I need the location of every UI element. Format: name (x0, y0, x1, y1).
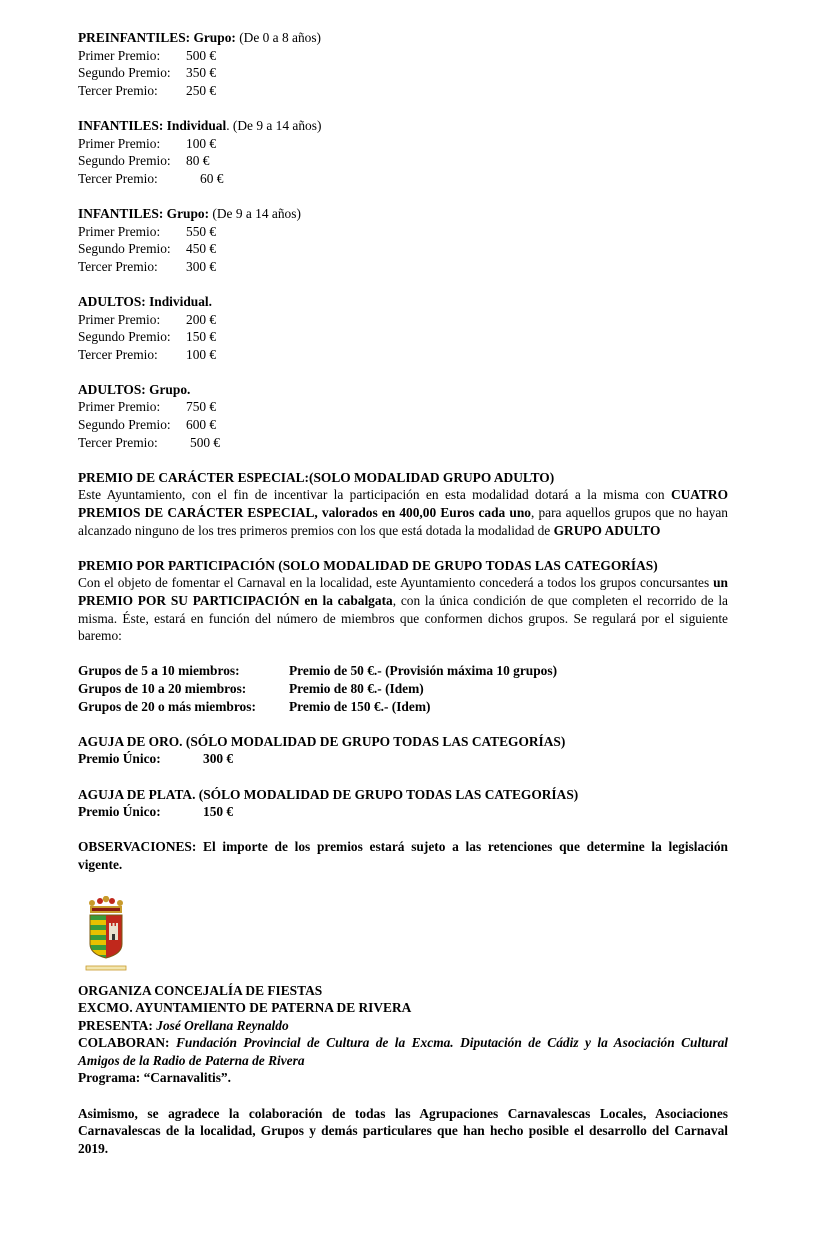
paragraph: Este Ayuntamiento, con el fin de incentivar la participación en esta modalidad dotará a la misma con CUATRO PREMIOS DE CARÁCTER ESPECIAL, valorados en 400,00 Euros cada uno, para aquellos grupos que no hayan alcanzado ninguno de los tres primeros premios con los que está dotada la modalidad de GRUPO ADULTO (78, 487, 728, 538)
colaboran-line: COLABORAN: Fundación Provincial de Cultura de la Excma. Diputación de Cádiz y la Asociación Cultural Amigos de la Radio de Paterna de Rivera (78, 1035, 729, 1068)
prize-row: Premio Único: 300 € (78, 751, 234, 767)
prize-row: Primer Premio: 500 € (78, 47, 217, 63)
programa-line: Programa: “Carnavalitis”. (78, 1070, 231, 1086)
section-title: INFANTILES: Grupo: (De 9 a 14 años) (78, 205, 301, 221)
prize-row: Tercer Premio: 500 € (78, 434, 221, 450)
prize-row: Segundo Premio: 350 € (78, 65, 217, 81)
section-premio-participacion (78, 557, 728, 645)
section-adultos-individual (78, 293, 728, 363)
section-aguja-plata (78, 786, 728, 821)
section-infantiles-individual (78, 117, 728, 187)
prize-row: Primer Premio: 100 € (78, 135, 217, 151)
ayuntamiento-line: EXCMO. AYUNTAMIENTO DE PATERNA DE RIVERA (78, 1000, 412, 1016)
prize-row: Tercer Premio: 100 € (78, 346, 217, 362)
observaciones: OBSERVACIONES: El importe de los premios estará sujeto a las retenciones que determine la legislación vigente. (78, 839, 728, 872)
section-title: AGUJA DE ORO. (SÓLO MODALIDAD DE GRUPO TODAS LAS CATEGORÍAS) (78, 733, 566, 749)
prize-row: Segundo Premio: 450 € (78, 241, 217, 257)
prize-row: Segundo Premio: 600 € (78, 417, 217, 433)
section-infantiles-grupo (78, 205, 728, 275)
document-page (78, 29, 728, 1157)
section-title: AGUJA DE PLATA. (SÓLO MODALIDAD DE GRUPO TODAS LAS CATEGORÍAS) (78, 786, 579, 802)
coat-of-arms-icon (84, 896, 128, 974)
paragraph: Con el objeto de fomentar el Carnaval en la localidad, este Ayuntamiento concederá a todos los grupos concursantes un PREMIO POR SU PARTICIPACIÓN en la cabalgata, con la única condición de que completen el recorrido de la misma. Éste, estará en función del número de miembros que conformen dichos grupos. Se regulará por el siguiente baremo: (78, 575, 728, 644)
section-title: INFANTILES: Individual. (De 9 a 14 años) (78, 117, 322, 133)
credits (78, 982, 728, 1088)
prize-row: Primer Premio: 200 € (78, 311, 217, 327)
prize-row: Tercer Premio: 60 € (78, 170, 224, 186)
prize-row: Primer Premio: 750 € (78, 399, 217, 415)
presenta-line: PRESENTA: José Orellana Reynaldo (78, 1017, 289, 1033)
section-title: ADULTOS: Individual. (78, 293, 212, 309)
section-adultos-grupo (78, 381, 728, 451)
section-premio-especial (78, 469, 728, 539)
baremo-row: Grupos de 20 o más miembros: Premio de 150 €.- (Idem) (78, 698, 431, 714)
section-title: PREINFANTILES: Grupo: (De 0 a 8 años) (78, 30, 322, 45)
prize-row: Segundo Premio: 150 € (78, 329, 217, 345)
prize-row: Segundo Premio: 80 € (78, 153, 210, 169)
prize-row: Tercer Premio: 300 € (78, 258, 217, 274)
agradecimiento: Asimismo, se agradece la colaboración de todas las Agrupaciones Carnavalescas Locales, Asociaciones Carnavalescas de la localidad, Grupos y demás particulares que han hecho posible el desarrollo del Carnaval 2019. (78, 1105, 728, 1156)
prize-row: Primer Premio: 550 € (78, 223, 217, 239)
prize-row: Tercer Premio: 250 € (78, 82, 217, 98)
section-title: PREMIO DE CARÁCTER ESPECIAL:(SOLO MODALIDAD GRUPO ADULTO) (78, 469, 555, 485)
baremo-row: Grupos de 5 a 10 miembros: Premio de 50 €.- (Provisión máxima 10 grupos) (78, 663, 558, 679)
section-title: PREMIO POR PARTICIPACIÓN (SOLO MODALIDAD DE GRUPO TODAS LAS CATEGORÍAS) (78, 557, 658, 573)
organiza-line: ORGANIZA CONCEJALÍA DE FIESTAS (78, 982, 323, 998)
baremo-row: Grupos de 10 a 20 miembros: Premio de 80 €.- (Idem) (78, 680, 424, 696)
section-preinfantiles (78, 29, 728, 99)
baremo-table (78, 662, 728, 715)
section-title: ADULTOS: Grupo. (78, 381, 191, 397)
prize-row: Premio Único: 150 € (78, 804, 234, 820)
section-aguja-oro (78, 733, 728, 768)
